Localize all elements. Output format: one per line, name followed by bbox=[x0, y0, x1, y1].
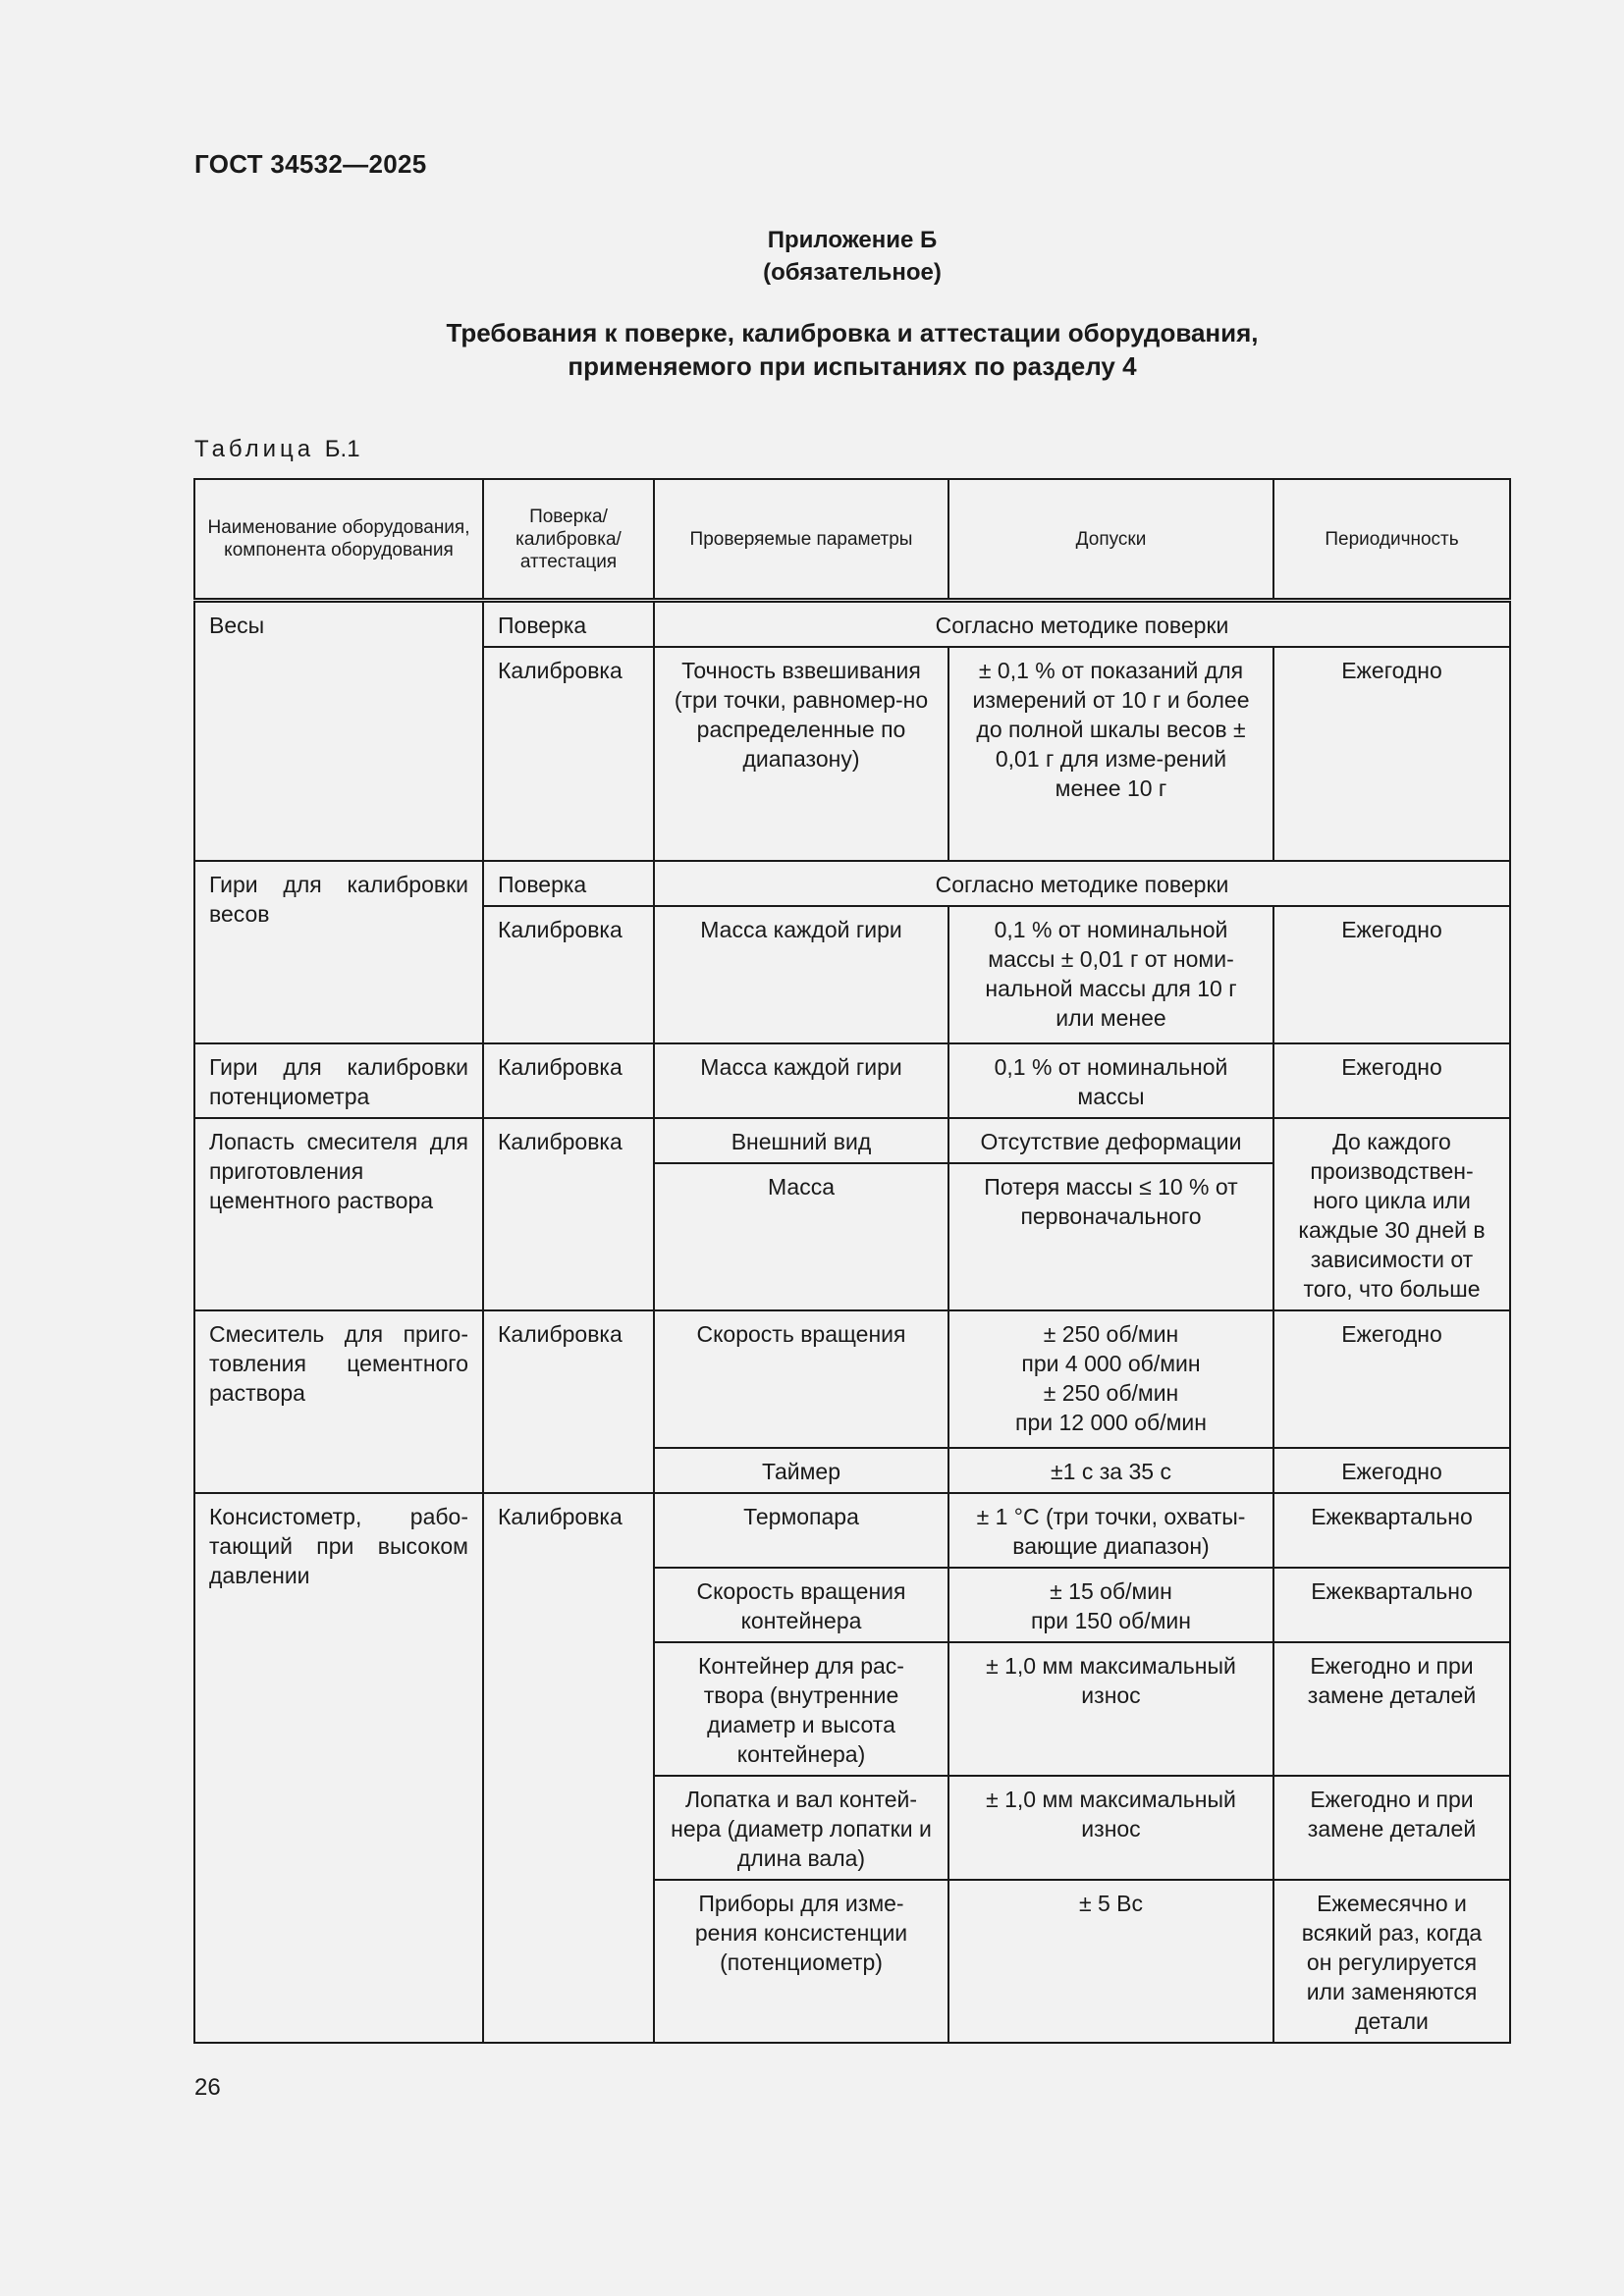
equipment-name-cell: Лопасть смесителя для приготовления цементного раствора bbox=[194, 1118, 483, 1310]
tolerance-cell: Отсутствие деформации bbox=[948, 1118, 1273, 1163]
section-title bbox=[194, 316, 1510, 383]
table-caption-number: Б.1 bbox=[324, 436, 360, 462]
header-checked-parameters: Проверяемые параметры bbox=[654, 479, 948, 601]
header-procedure-type: Поверка/ калибровка/ аттестация bbox=[483, 479, 654, 601]
header-equipment-name: Наименование оборудования, компонента оборудования bbox=[194, 479, 483, 601]
table-row bbox=[194, 1043, 1510, 1118]
procedure-type-cell: Калибровка bbox=[483, 647, 654, 861]
periodicity-cell: Ежегодно и при замене деталей bbox=[1273, 1642, 1510, 1776]
merged-method-cell: Согласно методике поверки bbox=[654, 601, 1510, 648]
procedure-type-cell: Поверка bbox=[483, 861, 654, 906]
tolerance-line: ± 250 об/мин bbox=[1043, 1321, 1179, 1347]
equipment-name-cell: Гири для калибровки потенциометра bbox=[194, 1043, 483, 1118]
header-tolerances: Допуски bbox=[948, 479, 1273, 601]
table-row bbox=[194, 1310, 1510, 1448]
parameter-cell: Масса каждой гири bbox=[654, 1043, 948, 1118]
document-code: ГОСТ 34532—2025 bbox=[194, 149, 427, 179]
tolerance-cell: ± 1,0 мм максимальный износ bbox=[948, 1642, 1273, 1776]
tolerance-cell: ±1 с за 35 с bbox=[948, 1448, 1273, 1493]
table-row bbox=[194, 1118, 1510, 1163]
table-caption-word: Таблица bbox=[194, 436, 315, 462]
parameter-cell: Термопара bbox=[654, 1493, 948, 1568]
equipment-name-cell: Весы bbox=[194, 601, 483, 862]
table-header-row bbox=[194, 479, 1510, 601]
periodicity-cell: Ежегодно и при замене деталей bbox=[1273, 1776, 1510, 1880]
equipment-name-cell: Смеситель для приго-товления цементного раствора bbox=[194, 1310, 483, 1493]
parameter-cell: Приборы для изме-рения консистенции (потенциометр) bbox=[654, 1880, 948, 2043]
table-body bbox=[194, 601, 1510, 2044]
equipment-name-cell: Гири для калибровки весов bbox=[194, 861, 483, 1043]
table-row bbox=[194, 861, 1510, 906]
tolerance-cell bbox=[948, 1310, 1273, 1448]
tolerance-cell: ± 0,1 % от показаний для измерений от 10 г и более до полной шкалы весов ± 0,01 г для изме-рений менее 10 г bbox=[948, 647, 1273, 861]
appendix-status: (обязательное) bbox=[763, 259, 942, 286]
procedure-type-cell: Калибровка bbox=[483, 1043, 654, 1118]
tolerance-cell bbox=[948, 1568, 1273, 1642]
procedure-type-cell: Поверка bbox=[483, 601, 654, 648]
parameter-cell: Точность взвешивания (три точки, равномер-но распределенные по диапазону) bbox=[654, 647, 948, 861]
table-row bbox=[194, 1493, 1510, 1568]
table-caption bbox=[194, 436, 360, 463]
section-title-line-1: Требования к поверке, калибровка и аттестации оборудования, bbox=[446, 318, 1259, 347]
tolerance-cell: ± 1,0 мм максимальный износ bbox=[948, 1776, 1273, 1880]
tolerance-line: ± 250 об/мин bbox=[1043, 1380, 1179, 1406]
tolerance-cell: 0,1 % от номинальной массы bbox=[948, 1043, 1273, 1118]
periodicity-cell: Ежемесячно и всякий раз, когда он регулируется или заменяются детали bbox=[1273, 1880, 1510, 2043]
periodicity-cell: Ежегодно bbox=[1273, 647, 1510, 861]
table-row bbox=[194, 601, 1510, 648]
tolerance-line: при 12 000 об/мин bbox=[1015, 1410, 1207, 1435]
appendix-label: Приложение Б bbox=[767, 227, 938, 253]
periodicity-cell: Ежегодно bbox=[1273, 1043, 1510, 1118]
tolerance-cell: ± 5 Вс bbox=[948, 1880, 1273, 2043]
procedure-type-cell: Калибровка bbox=[483, 1310, 654, 1493]
tolerance-line: ± 15 об/мин bbox=[1050, 1578, 1172, 1604]
parameter-cell: Масса bbox=[654, 1163, 948, 1310]
section-title-line-2: применяемого при испытаниях по разделу 4 bbox=[568, 351, 1137, 381]
parameter-cell: Контейнер для рас-твора (внутренние диаметр и высота контейнера) bbox=[654, 1642, 948, 1776]
parameter-cell: Масса каждой гири bbox=[654, 906, 948, 1043]
appendix-heading bbox=[194, 224, 1510, 289]
periodicity-cell: До каждого производствен-ного цикла или каждые 30 дней в зависимости от того, что больше bbox=[1273, 1118, 1510, 1310]
periodicity-cell: Ежеквартально bbox=[1273, 1493, 1510, 1568]
periodicity-cell: Ежеквартально bbox=[1273, 1568, 1510, 1642]
merged-method-cell: Согласно методике поверки bbox=[654, 861, 1510, 906]
tolerance-cell: ± 1 °С (три точки, охваты-вающие диапазон) bbox=[948, 1493, 1273, 1568]
header-periodicity: Периодичность bbox=[1273, 479, 1510, 601]
parameter-cell: Лопатка и вал контей-нера (диаметр лопатки и длина вала) bbox=[654, 1776, 948, 1880]
page-number: 26 bbox=[194, 2074, 221, 2101]
periodicity-cell: Ежегодно bbox=[1273, 906, 1510, 1043]
tolerance-cell: 0,1 % от номинальной массы ± 0,01 г от номи-нальной массы для 10 г или менее bbox=[948, 906, 1273, 1043]
procedure-type-cell: Калибровка bbox=[483, 1118, 654, 1310]
parameter-cell: Внешний вид bbox=[654, 1118, 948, 1163]
procedure-type-cell: Калибровка bbox=[483, 1493, 654, 2043]
parameter-cell: Таймер bbox=[654, 1448, 948, 1493]
periodicity-cell: Ежегодно bbox=[1273, 1310, 1510, 1448]
procedure-type-cell: Калибровка bbox=[483, 906, 654, 1043]
tolerance-line: при 4 000 об/мин bbox=[1021, 1351, 1201, 1376]
parameter-cell: Скорость вращения bbox=[654, 1310, 948, 1448]
parameter-cell: Скорость вращения контейнера bbox=[654, 1568, 948, 1642]
tolerance-cell: Потеря массы ≤ 10 % от первоначального bbox=[948, 1163, 1273, 1310]
table-header bbox=[194, 479, 1510, 601]
periodicity-cell: Ежегодно bbox=[1273, 1448, 1510, 1493]
equipment-name-cell: Консистометр, рабо-тающий при высоком давлении bbox=[194, 1493, 483, 2043]
equipment-requirements-table bbox=[193, 478, 1511, 2044]
tolerance-line: при 150 об/мин bbox=[1031, 1608, 1191, 1633]
